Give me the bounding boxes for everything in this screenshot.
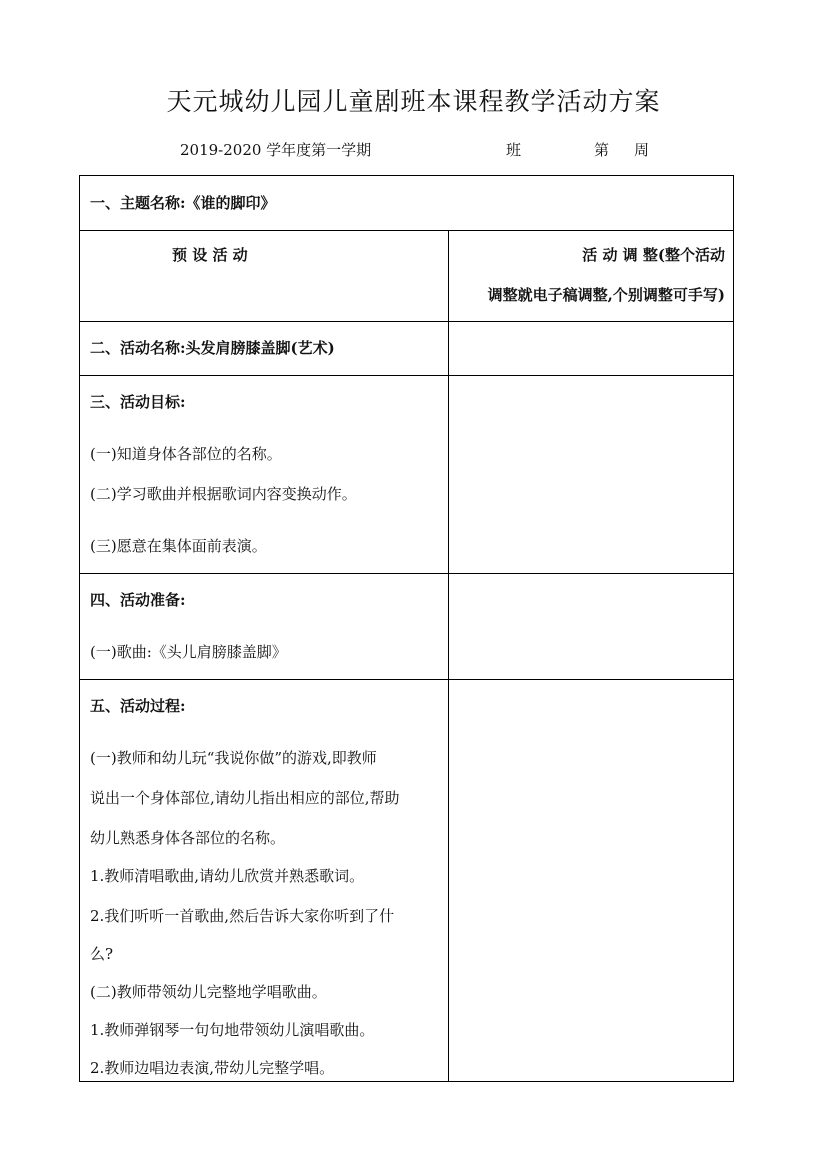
goal-item: (一)知道身体各部位的名称。 <box>90 445 282 463</box>
col-header-adjust-line2: 调整就电子稿调整,个别调整可手写) <box>487 286 725 304</box>
activity-plan-table <box>79 175 734 1082</box>
process-line: (二)教师带领幼儿完整地学唱歌曲。 <box>90 983 327 1001</box>
document-title: 天元城幼儿园儿童剧班本课程教学活动方案 <box>166 87 661 116</box>
row-divider <box>80 679 733 680</box>
row-divider <box>80 573 733 574</box>
process-line: 说出一个身体部位,请幼儿指出相应的部位,帮助 <box>90 789 400 807</box>
process-heading: 五、活动过程: <box>90 697 186 715</box>
subheader-week-prefix: 第 <box>594 141 610 159</box>
prep-item: (一)歌曲:《头儿肩膀膝盖脚》 <box>90 643 287 661</box>
subheader-week-suffix: 周 <box>634 141 650 159</box>
column-divider <box>448 230 449 1082</box>
theme-name: 一、主题名称:《谁的脚印》 <box>90 194 276 212</box>
row-divider <box>80 321 733 322</box>
prep-heading: 四、活动准备: <box>90 591 186 609</box>
process-line: (一)教师和幼儿玩“我说你做”的游戏,即教师 <box>90 749 377 767</box>
process-line: 幼儿熟悉身体各部位的名称。 <box>90 829 286 847</box>
subheader-year-term: 2019-2020 学年度第一学期 <box>180 141 372 159</box>
process-line: 么? <box>90 945 114 963</box>
col-header-preset: 预 设 活 动 <box>172 246 248 264</box>
process-line: 2.我们听听一首歌曲,然后告诉大家你听到了什 <box>90 907 395 925</box>
process-line: 2.教师边唱边表演,带幼儿完整学唱。 <box>90 1059 335 1077</box>
goal-item: (二)学习歌曲并根据歌词内容变换动作。 <box>90 485 357 503</box>
process-line: 1.教师弹钢琴一句句地带领幼儿演唱歌曲。 <box>90 1021 375 1039</box>
goals-heading: 三、活动目标: <box>90 393 186 411</box>
col-header-adjust-line1: 活 动 调 整(整个活动 <box>582 246 725 264</box>
row-divider <box>80 375 733 376</box>
activity-name: 二、活动名称:头发肩膀膝盖脚(艺术) <box>90 339 335 357</box>
process-line: 1.教师清唱歌曲,请幼儿欣赏并熟悉歌词。 <box>90 867 365 885</box>
subheader-class: 班 <box>506 141 522 159</box>
goal-item: (三)愿意在集体面前表演。 <box>90 537 267 555</box>
row-divider <box>80 230 733 231</box>
